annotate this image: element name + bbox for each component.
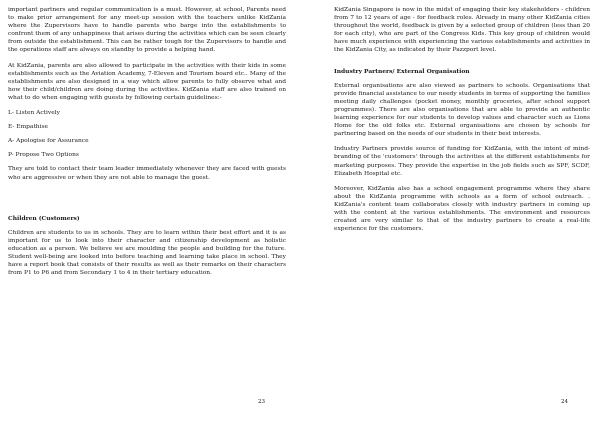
right-text-column xyxy=(334,6,590,240)
right-paragraph-2: Industry Partners provide source of funding for KidZania, with the intent of mind-branding of the 'customers' through the activities at the different establishments for marketing purposes. They provide the expertise in the job fields such as SPF, SCDF, Elizabeth Hospital etc. xyxy=(334,146,590,177)
leap-list-item-empathise: E- Empathise xyxy=(8,124,48,131)
section-gap xyxy=(8,189,286,215)
leap-list-item-apologise: A- Apologise for Assurance xyxy=(8,138,89,145)
heading-children-customers: Children (Customers) xyxy=(8,214,80,222)
left-paragraph-children: Children are students to us in schools. They are to learn within their best effort and it is as important for us to look into their character and citizenship development as holistic education as a person. We believe we are moulding the people and building for the future. Student well-being are looked into before teaching and learning take place in school. They have a report book that consists of their results as well as their remarks on their characters from P1 to P6 and from Secondary 1 to 4 in their tertiary education. xyxy=(8,229,286,277)
right-paragraph-3: Moreover, KidZania also has a school engagement programme where they share about the KidZania programme with schools as a form of school outreach. . KidZania's content team collaborates closely with industry partners in coming up with the content at the various establishments. The environment and resources created are very similar to that of the industry partners to create a real-life experience for the customers. xyxy=(334,185,590,233)
right-page xyxy=(300,0,600,424)
left-text-column xyxy=(8,6,286,284)
leap-list-item-propose: P- Propose Two Options xyxy=(8,152,79,159)
page-number-left: 23 xyxy=(258,399,265,405)
right-paragraph-intro: KidZania Singapore is now in the midst of engaging their key stakeholders - children from 7 to 12 years of age - for feedback roles. Already in many other KidZania cities throughout the world, feedback is given by a selected group of children (less than 20 for each city), who are part of the Congress Kids. This key group of children would have much experience with experiencing the various establishments and activities in the KidZania City, as indicated by their Pazzport level. xyxy=(334,7,590,54)
page-number-right: 24 xyxy=(561,399,568,405)
right-paragraph-1: External organisations are also viewed as partners to schools. Organisations that provide financial assistance to our needy students in terms of supporting the families meeting daily challenges (pocket money, monthly groceries, after school support programmes). There are also organisations that are able to provide an authentic learning experience for our students to develop values and character such as Lions Home for the old folks etc. External organisations are chosen by schools for partnering based on the needs of our students in their best interests. xyxy=(334,82,590,138)
left-paragraph-1: important partners and regular communication is a must. However, at school, Parents need to make prior arrangement for any meet-up session with the teachers unlike KidZania where the Zupervisors have to handle parents who barge into the establishments to confront them of any unhappiness that arises during the activities which can be seen clearly from outside the establishment. This can be rather tough for the Zupervisors to handle and the operations staff are always on standby to provide a helping hand. xyxy=(8,7,286,54)
leap-list-item-listen: L- Listen Actively xyxy=(8,110,60,117)
left-paragraph-after-list: They are told to contact their team leader immediately whenever they are faced with guests who are aggressive or when they are not able to manage the guest. xyxy=(8,166,286,181)
heading-industry-partners: Industry Partners/ External Organisation xyxy=(334,67,470,75)
left-paragraph-2: At KidZania, parents are also allowed to participate in the activities with their kids in some establishments such as the Aviation Academy, 7-Eleven and Tourism board etc.. Many of the establishments are also designed in a way which allow parents to fully observe what and how their child/children are doing during the activities. KidZania staff are also trained on what to do when engaging with guests by following certain guidelines:- xyxy=(8,62,286,101)
